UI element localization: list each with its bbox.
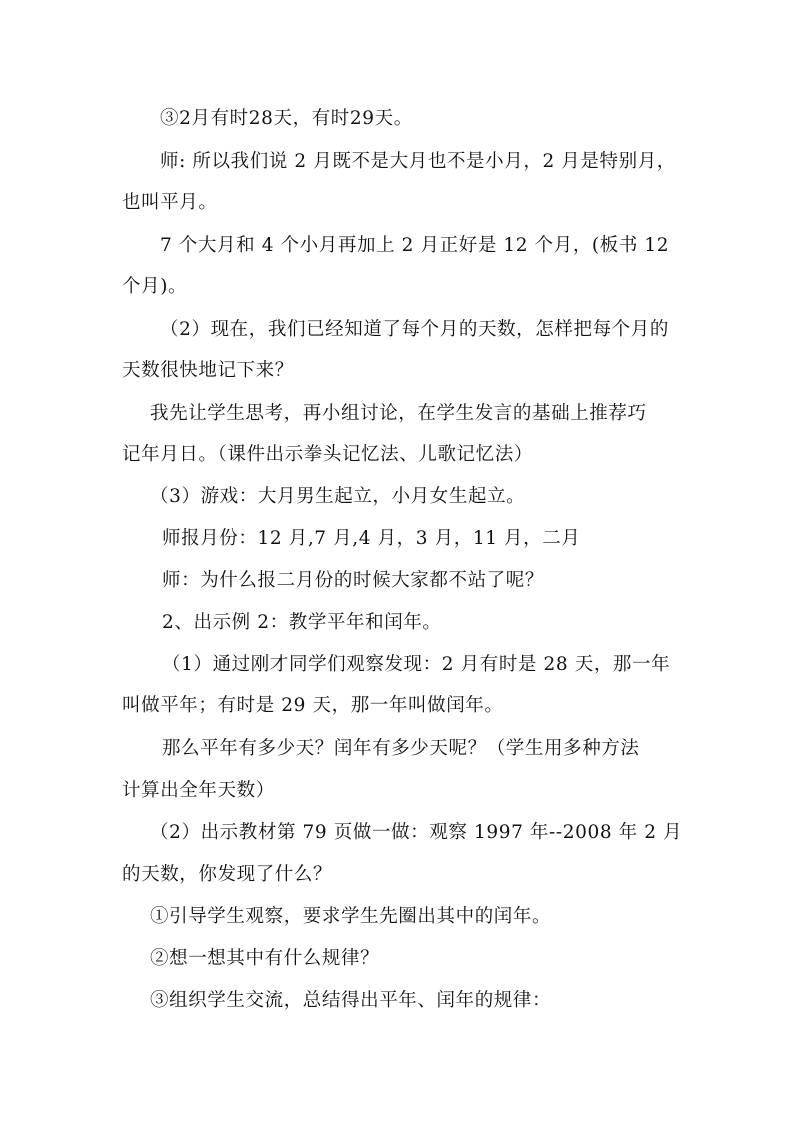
text-line: 我先让学生思考，再小组讨论，在学生发言的基础上推荐巧 bbox=[150, 403, 647, 424]
text-line: ①引导学生观察，要求学生先圈出其中的闰年。 bbox=[150, 906, 552, 927]
text-line: （1）通过刚才同学们观察发现：2 月有时是 28 天，那一年 bbox=[162, 654, 671, 675]
text-line: 7 个大月和 4 个小月再加上 2 月正好是 12 个月，(板书 12 bbox=[160, 235, 670, 256]
text-line: 也叫平月。 bbox=[122, 192, 218, 213]
text-line: 的天数，你发现了什么？ bbox=[122, 864, 333, 885]
text-line: （2）出示教材第 79 页做一做：观察 1997 年--2008 年 2 月 bbox=[150, 822, 683, 843]
text-line: 师: 所以我们说 2 月既不是大月也不是小月，2 月是特别月， bbox=[160, 151, 676, 172]
text-line: 2、出示例 2：教学平年和闰年。 bbox=[162, 612, 442, 633]
text-line: ③2月有时28天，有时29天。 bbox=[160, 108, 413, 129]
text-line: 叫做平年；有时是 29 天，那一年叫做闰年。 bbox=[122, 695, 504, 716]
text-line: 记年月日。（课件出示拳头记忆法、儿歌记忆法） bbox=[122, 444, 533, 465]
text-line: ②想一想其中有什么规律？ bbox=[150, 948, 380, 969]
text-line: 那么平年有多少天？闰年有多少天呢？（学生用多种方法 bbox=[162, 738, 640, 759]
text-line: 天数很快地记下来？ bbox=[122, 360, 294, 381]
text-line: ③组织学生交流，总结得出平年、闰年的规律： bbox=[150, 990, 552, 1011]
text-line: 计算出全年天数） bbox=[122, 780, 275, 801]
text-line: （2）现在，我们已经知道了每个月的天数，怎样把每个月的 bbox=[160, 319, 669, 340]
text-line: 师：为什么报二月份的时候大家都不站了呢？ bbox=[162, 570, 545, 591]
text-line: 个月)。 bbox=[122, 276, 188, 297]
text-line: 师报月份：12 月,7 月,4 月，3 月，11 月，二月 bbox=[162, 528, 581, 549]
text-line: （3）游戏：大月男生起立，小月女生起立。 bbox=[150, 486, 526, 507]
